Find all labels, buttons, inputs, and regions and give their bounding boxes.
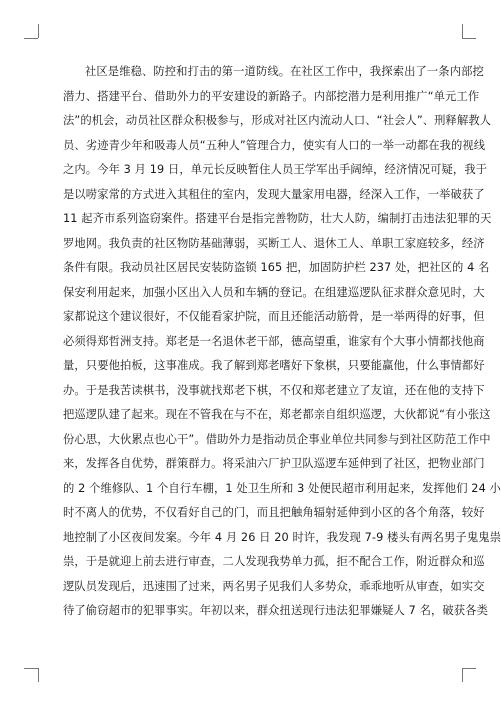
text-line: 待了偷窃超市的犯罪事实。年初以来，群众扭送现行违法犯罪嫌疑人 7 名，破获各类 <box>63 604 488 617</box>
text-line: 办。于是我苦读棋书，没事就找郑老下棋，不仅和郑老建立了友谊，还在他的支持下 <box>63 383 485 397</box>
text-line: 条件有限。我动员社区居民安装防盗锁 165 把，加固防护栏 237 处，把社区的 4 名 <box>63 261 490 274</box>
text-line: 家都说这个建议很好，不仅能看家护院，而且还能活动筋骨，是一举两得的好事，但 <box>63 310 485 323</box>
text-line: 潜力、搭建平台、借助外力的平安建设的新路子。内部挖潜力是利用推广“单元工作 <box>63 89 480 103</box>
text-line: 必须得郑哲洲支持。郑老是一名退休老干部，德高望重，谁家有个大事小情都找他商 <box>63 334 485 348</box>
text-line: 祟，于是就迎上前去进行审查，二人发现我势单力孤，拒不配合工作，附近群众和巡 <box>63 555 485 568</box>
crop-mark-bottom-right-h <box>462 668 476 669</box>
text-line: 来，发挥各自优势，群策群力。将采油六厂护卫队巡逻车延伸到了社区，把物业部门 <box>63 457 485 470</box>
text-line: 把巡逻队建了起来。现在不管我在与不在，郑老都亲自组织巡逻，大伙都说“有小张这 <box>63 408 491 421</box>
text-line: 地控制了小区夜间发案。今年 4 月 26 日 20 时许，我发现 7-9 楼头有两名男子鬼鬼祟 <box>63 530 501 544</box>
body-paragraph <box>63 60 501 624</box>
crop-mark-bottom-right-v <box>462 668 463 682</box>
text-line: 是以唠家常的方式进入其租住的室内，发现大量家用电器，经深入工作，一举破获了 <box>63 187 485 201</box>
text-line: 保安利用起来，加强小区出入人员和车辆的登记。在组建巡逻队征求群众意见时，大 <box>63 285 485 299</box>
crop-mark-top-right-v <box>462 24 463 38</box>
crop-mark-top-left-h <box>24 38 38 39</box>
text-line: 罗地网。我负责的社区物防基础薄弱，买断工人、退休工人、单职工家庭较多，经济 <box>63 236 485 250</box>
text-line: 之内。今年 3 月 19 日，单元长反映暂住人员王学军出手阔绰，经济情况可疑，我于 <box>63 163 488 176</box>
crop-mark-bottom-left-h <box>24 668 38 669</box>
text-line: 员、劣迹青少年和吸毒人员“五种人”管理合力，使实有人口的一举一动都在我的视线 <box>63 138 486 152</box>
text-line: 法”的机会，动员社区群众积极参与，形成对社区内流动人口、“社会人”、刑释解教人 <box>63 114 492 127</box>
text-line: 的 2 个维修队、1 个自行车棚，1 处卫生所和 3 处便民超市利用起来，发挥他们 24 小 <box>63 481 501 495</box>
crop-mark-bottom-left-v <box>38 668 39 682</box>
text-line: 社区是维稳、防控和打击的第一道防线。在社区工作中，我探索出了一条内部挖 <box>85 65 484 78</box>
text-line: 11 起齐市系列盗窃案件。搭建平台是指完善物防，壮大人防，编制打击违法犯罪的天 <box>63 212 492 225</box>
crop-mark-top-right-h <box>462 38 476 39</box>
text-line: 份心思，大伙累点也心干”。借助外力是指动员企事业单位共同参与到社区防范工作中 <box>63 432 491 446</box>
text-line: 量，只要他拍板，这事准成。我了解到郑老嗜好下象棋，只要能赢他，什么事情都好 <box>63 359 485 372</box>
text-line: 逻队员发现后，迅速围了过来，两名男子见我们人多势众，乖乖地听从审查，如实交 <box>63 579 485 593</box>
text-line: 时不离人的优势，不仅看好自己的门，而且把触角辐射延伸到小区的各个角落，较好 <box>63 506 485 519</box>
crop-mark-top-left-v <box>38 24 39 38</box>
